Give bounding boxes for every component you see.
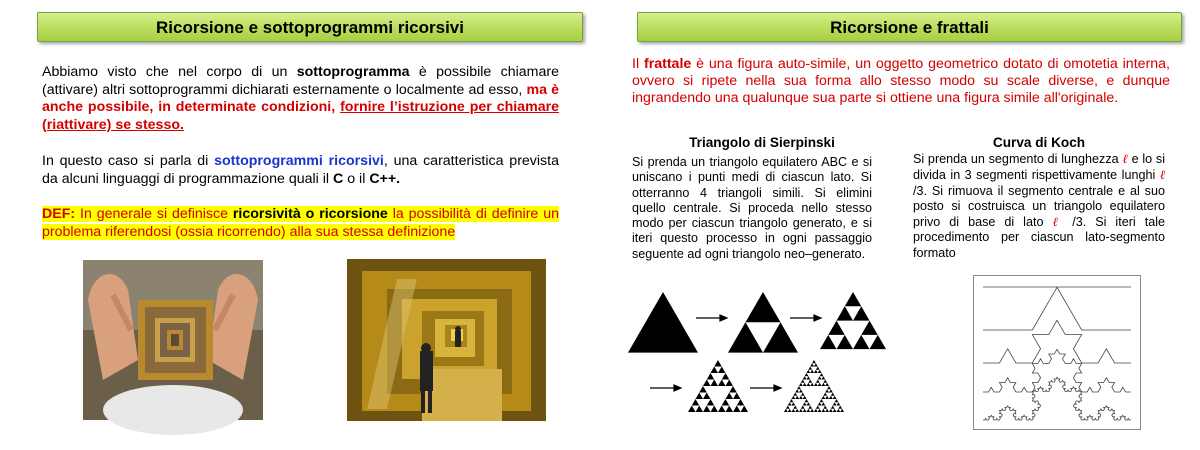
sierpinski-triangle xyxy=(726,405,734,411)
sierpinski-triangle xyxy=(741,405,749,411)
sierpinski-triangle xyxy=(793,405,797,408)
sierpinski-triangle xyxy=(718,366,726,372)
sierpinski-triangle xyxy=(823,379,827,382)
sierpinski-triangle xyxy=(823,392,827,395)
sierpinski-triangle xyxy=(692,399,700,405)
def-label: DEF: xyxy=(42,206,76,222)
sierpinski-triangle xyxy=(805,373,809,376)
slide-title: Ricorsione e frattali xyxy=(637,12,1182,42)
sierpinski-triangle xyxy=(696,405,704,411)
sierpinski-triangle xyxy=(726,392,734,398)
sierpinski-triangle xyxy=(808,379,812,382)
sierpinski-triangle xyxy=(737,399,745,405)
sierpinski-triangle xyxy=(807,376,811,379)
sierpinski-triangle xyxy=(822,402,826,405)
sierpinski-triangle xyxy=(814,409,818,412)
text-run: è possibile chiamare (attivare) altri sottoprogrammi dichiarati esternamente o localmente ad esso, xyxy=(42,64,559,98)
text-run-red: ma è anche possibile, in determinate condizioni, xyxy=(42,81,559,115)
sierpinski-triangle xyxy=(803,409,807,412)
arrow-head-icon xyxy=(774,385,781,391)
sierpinski-triangle xyxy=(788,409,792,412)
sierpinski-triangle xyxy=(827,386,831,389)
sierpinski-triangle xyxy=(696,392,704,398)
sierpinski-triangle xyxy=(797,386,801,389)
sierpinski-triangle xyxy=(808,366,812,369)
sierpinski-triangle xyxy=(786,405,790,408)
sierpinski-triangle xyxy=(853,335,870,349)
ell-symbol: ℓ xyxy=(1122,151,1128,166)
paragraph-definition xyxy=(42,206,559,241)
sierpinski-triangle xyxy=(803,383,807,386)
sierpinski-triangle xyxy=(718,379,726,385)
sierpinski-triangle xyxy=(801,405,805,408)
sierpinski-text: Si prenda un triangolo equilatero ABC e si uniscano i punti medi di ciascun lato. Si otterranno 4 triangoli simili. Si elimini quello centrale. Si proceda nello stesso modo per ciascun triangolo generato, e si iteri questo processo in ogni passaggio seguente ad ogni triangolo neo–generato. xyxy=(632,155,872,261)
sierpinski-triangle xyxy=(822,396,826,399)
sierpinski-triangle xyxy=(820,399,824,402)
photo-hands-frame xyxy=(83,260,263,420)
sierpinski-triangle xyxy=(822,383,826,386)
paragraph-sottoprogrammi-ricorsivi xyxy=(42,153,559,188)
sierpinski-triangle xyxy=(837,402,841,405)
text-run: Abbiamo visto che nel corpo di un xyxy=(42,64,297,80)
paragraph-sottoprogramma xyxy=(42,64,559,134)
sierpinski-triangle xyxy=(814,383,818,386)
paragraph-frattale xyxy=(632,56,1170,108)
sierpinski-triangle xyxy=(833,402,837,405)
sierpinski-title: Triangolo di Sierpinski xyxy=(689,135,835,150)
sierpinski-triangle xyxy=(829,396,833,399)
sierpinski-triangle xyxy=(810,383,814,386)
sierpinski-triangle xyxy=(746,292,781,322)
sierpinski-triangle xyxy=(703,392,711,398)
sierpinski-triangle xyxy=(814,363,818,366)
sierpinski-triangle xyxy=(838,405,842,408)
text-run: o il xyxy=(343,170,370,187)
text-run-bold: sottoprogramma xyxy=(296,64,410,80)
ell-symbol: ℓ xyxy=(1052,214,1064,230)
text-run: e lo si divida in 3 segmenti rispettivamente lunghi xyxy=(913,152,1165,183)
sierpinski-triangle xyxy=(820,373,824,376)
sierpinski-triangle xyxy=(807,409,811,412)
sierpinski-triangle xyxy=(799,396,803,399)
koch-diagram xyxy=(973,275,1141,430)
sierpinski-triangle xyxy=(803,402,807,405)
slide-ricorsione-frattali xyxy=(600,0,1200,450)
text-run: /3. Si iteri tale procedimento per ciascun lato-segmento formato xyxy=(913,215,1166,260)
text-run: Il xyxy=(632,56,644,72)
koch-title: Curva di Koch xyxy=(992,135,1086,150)
text-run-bold: C xyxy=(333,170,344,187)
sierpinski-triangle xyxy=(814,370,818,373)
sierpinski-triangle xyxy=(810,363,814,366)
sierpinski-triangle xyxy=(831,392,835,395)
sierpinski-triangle xyxy=(628,292,698,353)
sierpinski-triangle xyxy=(818,409,822,412)
sierpinski-triangle xyxy=(795,389,799,392)
sierpinski-triangle xyxy=(816,379,820,382)
sierpinski-triangle xyxy=(837,335,854,349)
photo-infinite-corridor xyxy=(347,259,546,421)
arrow-head-icon xyxy=(720,315,727,321)
text-run-red-underlined: fornire l’istruzione per chiamare (riattivare) se stesso. xyxy=(42,99,559,133)
sierpinski-triangle xyxy=(837,306,854,320)
sierpinski-triangle xyxy=(861,321,878,335)
sierpinski-triangle xyxy=(812,360,816,363)
sierpinski-triangle xyxy=(828,321,845,335)
sierpinski-triangle xyxy=(703,379,711,385)
sierpinski-triangle xyxy=(799,409,803,412)
text-run: , una caratteristica prevista da alcuni linguaggi di programmazione quali il xyxy=(42,153,559,187)
sierpinski-triangle xyxy=(726,379,734,385)
sierpinski-triangle xyxy=(825,409,829,412)
sierpinski-triangle xyxy=(799,389,803,392)
sierpinski-triangle xyxy=(803,396,807,399)
sierpinski-triangle xyxy=(729,386,737,392)
sierpinski-triangle xyxy=(840,409,844,412)
sierpinski-triangle xyxy=(818,376,822,379)
text-run: /3. Si rimuova il segmento centrale e al suo posto si costruisca un triangolo equilatero privo di base di lato xyxy=(913,183,1165,230)
text-run-bold: C++. xyxy=(369,170,401,187)
sierpinski-triangle xyxy=(722,373,730,379)
sierpinski-triangle xyxy=(790,399,794,402)
sierpinski-triangle xyxy=(845,292,862,306)
sierpinski-triangle xyxy=(833,409,837,412)
sierpinski-triangle xyxy=(825,383,829,386)
sierpinski-triangle xyxy=(793,392,797,395)
text-run-bold: ricorsività o ricorsione xyxy=(232,206,388,222)
text-run: la possibilità di definire un problema riferendosi (ossia ricorrendo) alla sua stessa definizione xyxy=(42,206,559,240)
sierpinski-triangle xyxy=(810,409,814,412)
sierpinski-triangle xyxy=(831,405,835,408)
sierpinski-triangle xyxy=(805,399,809,402)
text-run: Si prenda un segmento di lunghezza xyxy=(913,152,1123,166)
sierpinski-diagram xyxy=(628,288,898,423)
sierpinski-triangle xyxy=(711,405,719,411)
sierpinski-triangle xyxy=(707,373,715,379)
sierpinski-triangle xyxy=(807,402,811,405)
sierpinski-triangle xyxy=(788,402,792,405)
sierpinski-triangle xyxy=(818,402,822,405)
sierpinski-triangle xyxy=(718,405,726,411)
sierpinski-triangle xyxy=(833,396,837,399)
text-run-blue: sottoprogrammi ricorsivi xyxy=(214,153,384,169)
sierpinski-triangle xyxy=(763,322,798,352)
sierpinski-triangle xyxy=(829,409,833,412)
sierpinski-triangle xyxy=(792,396,796,399)
sierpinski-triangle xyxy=(829,389,833,392)
sierpinski-triangle xyxy=(699,386,707,392)
sierpinski-triangle xyxy=(792,402,796,405)
sierpinski-triangle xyxy=(733,392,741,398)
sierpinski-triangle xyxy=(818,383,822,386)
koch-text xyxy=(913,151,1165,261)
sierpinski-triangle xyxy=(820,335,837,349)
sierpinski-triangle xyxy=(711,366,719,372)
arrow-head-icon xyxy=(814,315,821,321)
text-run-bold: frattale xyxy=(643,56,692,72)
sierpinski-triangle xyxy=(722,399,730,405)
sierpinski-triangle xyxy=(853,306,870,320)
sierpinski-triangle xyxy=(807,383,811,386)
sierpinski-triangle xyxy=(795,396,799,399)
sierpinski-triangle xyxy=(823,405,827,408)
sierpinski-triangle xyxy=(703,405,711,411)
sierpinski-triangle xyxy=(801,392,805,395)
arrow-head-icon xyxy=(674,385,681,391)
sierpinski-triangle xyxy=(822,376,826,379)
sierpinski-triangle xyxy=(870,335,887,349)
sierpinski-triangle xyxy=(807,370,811,373)
sierpinski-triangle xyxy=(825,396,829,399)
text-run: è una figura auto-simile, un oggetto geometrico dotato di omotetia interna, ovvero si ripete nella sua forma allo stesso modo su scale diverse, e dunque ingrandendo una qualunque sua parte si ottiene una figura simile all'originale. xyxy=(632,56,1170,107)
sierpinski-triangle xyxy=(795,409,799,412)
sierpinski-triangle xyxy=(801,379,805,382)
sierpinski-triangle xyxy=(707,399,715,405)
sierpinski-triangle xyxy=(799,383,803,386)
sierpinski-triangle xyxy=(688,405,696,411)
sierpinski-triangle xyxy=(837,409,841,412)
text-run: In generale si definisce xyxy=(75,206,233,222)
sierpinski-triangle xyxy=(808,405,812,408)
sierpinski-triangle xyxy=(728,322,763,352)
sierpinski-triangle xyxy=(825,389,829,392)
text-run: In questo caso si parla di xyxy=(42,153,215,169)
sierpinski-triangle xyxy=(711,379,719,385)
ell-symbol: ℓ xyxy=(1159,167,1165,183)
sierpinski-triangle xyxy=(816,366,820,369)
sierpinski-triangle xyxy=(714,360,722,366)
sierpinski-triangle xyxy=(818,370,822,373)
sierpinski-triangle xyxy=(810,370,814,373)
sierpinski-triangle xyxy=(733,405,741,411)
sierpinski-triangle xyxy=(792,409,796,412)
sierpinski-triangle xyxy=(835,399,839,402)
sierpinski-triangle xyxy=(803,376,807,379)
sierpinski-triangle xyxy=(816,405,820,408)
slide-title: Ricorsione e sottoprogrammi ricorsivi xyxy=(37,12,583,42)
sierpinski-triangle xyxy=(822,409,826,412)
sierpinski-triangle xyxy=(784,409,788,412)
